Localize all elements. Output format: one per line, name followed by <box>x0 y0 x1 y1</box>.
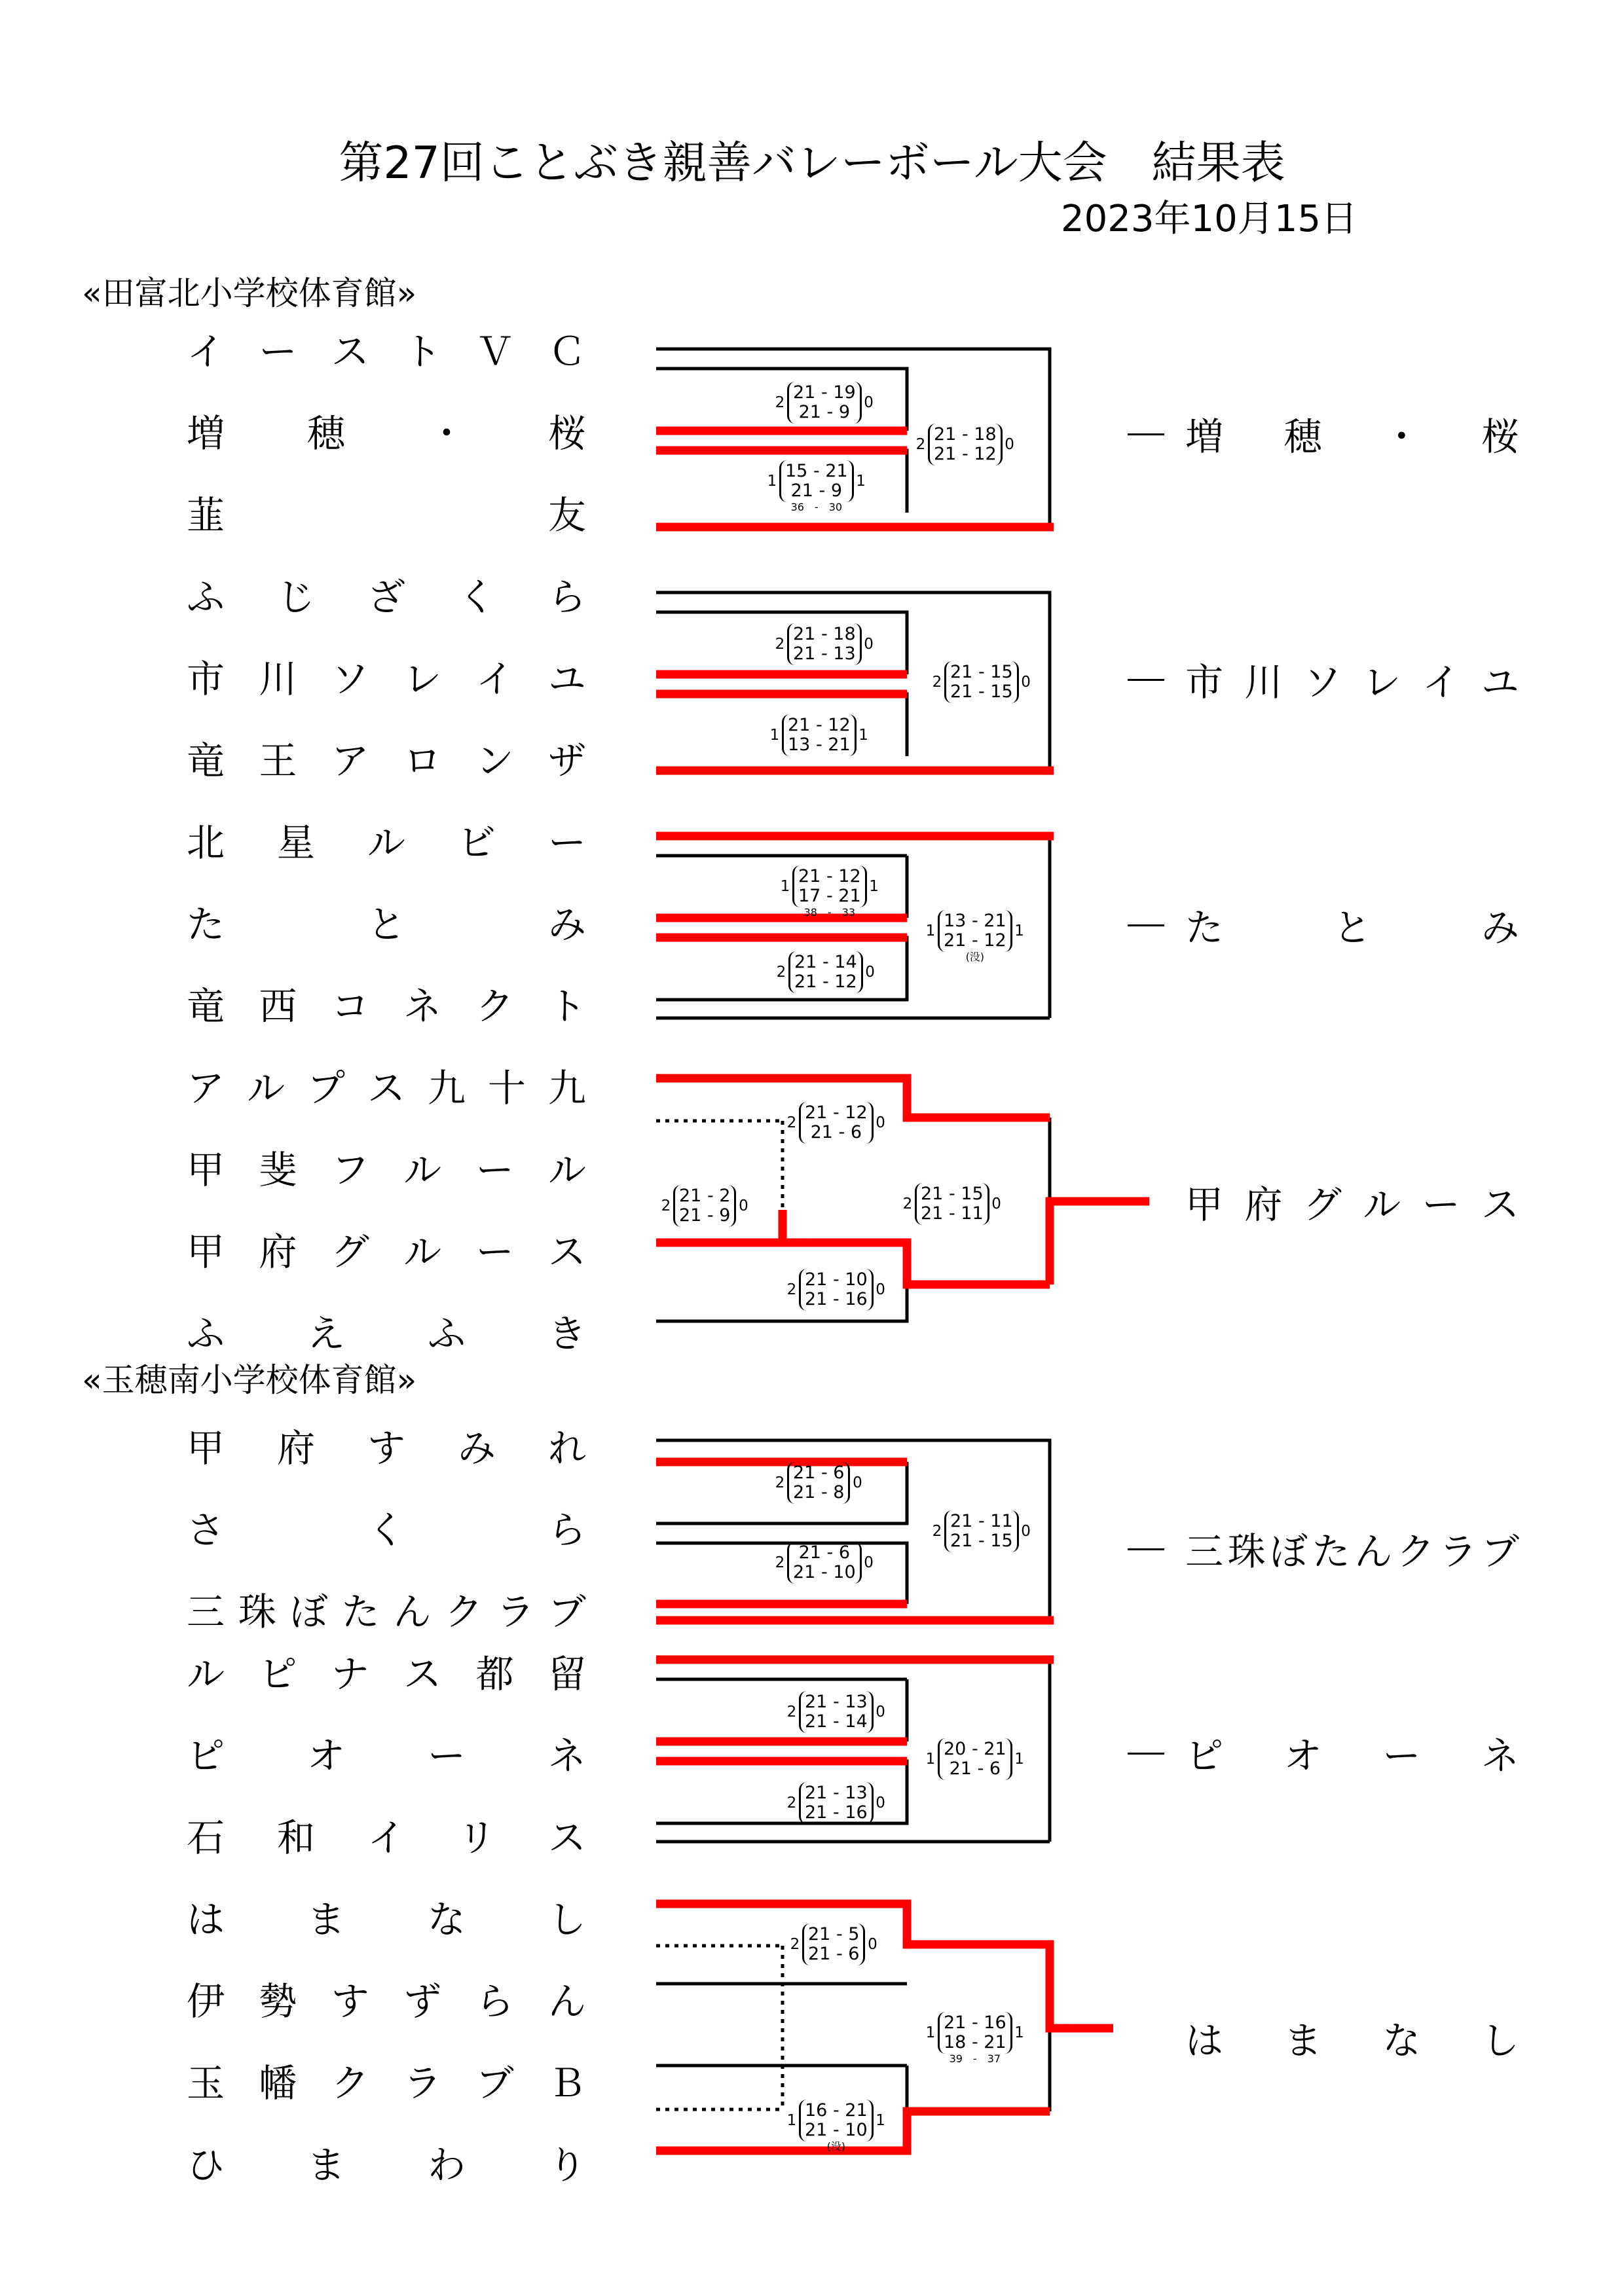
match-score: 2 21 - 13 21 - 16 0 <box>786 1783 885 1823</box>
team-name: ア ル プ ス 九 十 九 <box>187 1066 586 1110</box>
team-name: 石 和 イ リ ス <box>187 1815 586 1860</box>
team-name: イ ー ス ト Ｖ Ｃ <box>187 329 586 374</box>
event-date: 2023年10月15日 <box>1061 198 1358 240</box>
team-name: 韮 友 <box>187 493 586 538</box>
winner-connector <box>1128 924 1164 926</box>
group-winner: 増 穂 ・ 桜 <box>1185 414 1519 459</box>
group-winner: 市 川 ソ レ イ ユ <box>1185 660 1519 704</box>
team-name: 甲 斐 フ ル ー ル <box>187 1148 586 1192</box>
match-score: 2 21 - 14 21 - 12 0 <box>776 952 875 992</box>
winner-connector <box>1128 679 1164 681</box>
group-winner: た と み <box>1185 905 1519 950</box>
team-name: 甲 府 グ ル ー ス <box>187 1230 586 1274</box>
match-score: 2 21 - 15 21 - 11 0 <box>902 1184 1001 1224</box>
match-score: 1 20 - 21 21 - 6 1 <box>925 1739 1024 1779</box>
match-score: 1 21 - 12 13 - 21 1 <box>769 715 868 755</box>
group-winner: 三 珠 ぼ た ん ク ラ ブ <box>1185 1529 1519 1574</box>
team-name: 市 川 ソ レ イ ユ <box>187 657 586 701</box>
match-score: 2 21 - 19 21 - 9 0 <box>775 382 874 422</box>
match-score: 2 21 - 18 21 - 12 0 <box>915 424 1014 464</box>
winner-connector <box>1128 433 1164 435</box>
match-score: 2 21 - 6 21 - 8 0 <box>775 1463 862 1503</box>
team-name: 竜 王 ア ロ ン ザ <box>187 738 586 783</box>
match-score: 2 21 - 10 21 - 16 0 <box>786 1269 885 1309</box>
team-name: 三 珠 ぼ た ん ク ラ ブ <box>187 1590 586 1634</box>
team-name: ひ ま わ り <box>187 2143 586 2187</box>
match-score: 1 15 - 21 21 - 9 1 36 - 30 <box>767 461 866 513</box>
team-name: は ま な し <box>187 1897 586 1942</box>
team-name: 竜 西 コ ネ ク ト <box>187 984 586 1029</box>
match-score: 1 16 - 21 21 - 10 1 (没) <box>786 2100 885 2153</box>
match-score: 1 21 - 12 17 - 21 1 38 - 33 <box>780 866 879 919</box>
team-name: た と み <box>187 902 586 947</box>
match-score: 2 21 - 2 21 - 9 0 <box>661 1186 748 1226</box>
team-name: 伊 勢 す ず ら ん <box>187 1979 586 2024</box>
match-score: 2 21 - 15 21 - 15 0 <box>932 662 1031 702</box>
group-winner: ピ オ ー ネ <box>1185 1734 1519 1778</box>
team-name: ふ じ ざ く ら <box>187 575 586 619</box>
group-winner: は ま な し <box>1185 2018 1519 2063</box>
group-winner: 甲 府 グ ル ー ス <box>1185 1182 1519 1227</box>
team-name: ふ え ふ き <box>187 1311 586 1356</box>
team-name: ピ オ ー ネ <box>187 1734 586 1778</box>
match-score: 1 13 - 21 21 - 12 1 (没) <box>925 911 1024 963</box>
venue-heading: «田富北小学校体育館» <box>82 274 417 312</box>
match-score: 2 21 - 12 21 - 6 0 <box>786 1102 885 1142</box>
match-score: 2 21 - 11 21 - 15 0 <box>932 1511 1031 1551</box>
winner-connector <box>1128 1548 1164 1550</box>
venue-heading: «玉穂南小学校体育館» <box>82 1361 417 1399</box>
team-name: 増 穂 ・ 桜 <box>187 411 586 456</box>
match-score: 2 21 - 6 21 - 10 0 <box>775 1542 874 1582</box>
match-score: 2 21 - 18 21 - 13 0 <box>775 624 874 664</box>
match-score: 1 21 - 16 18 - 21 1 39 - 37 <box>925 2013 1024 2065</box>
match-score: 2 21 - 5 21 - 6 0 <box>790 1924 877 1964</box>
team-name: さ く ら <box>187 1508 586 1552</box>
team-name: 北 星 ル ビ ー <box>187 820 586 865</box>
team-name: 玉 幡 ク ラ ブ Ｂ <box>187 2061 586 2105</box>
team-name: ル ピ ナ ス 都 留 <box>187 1652 586 1696</box>
match-score: 2 21 - 13 21 - 14 0 <box>786 1692 885 1732</box>
page-title: 第27回ことぶき親善バレーボール大会 結果表 <box>339 137 1285 189</box>
team-name: 甲 府 す み れ <box>187 1426 586 1470</box>
winner-connector <box>1128 1753 1164 1755</box>
